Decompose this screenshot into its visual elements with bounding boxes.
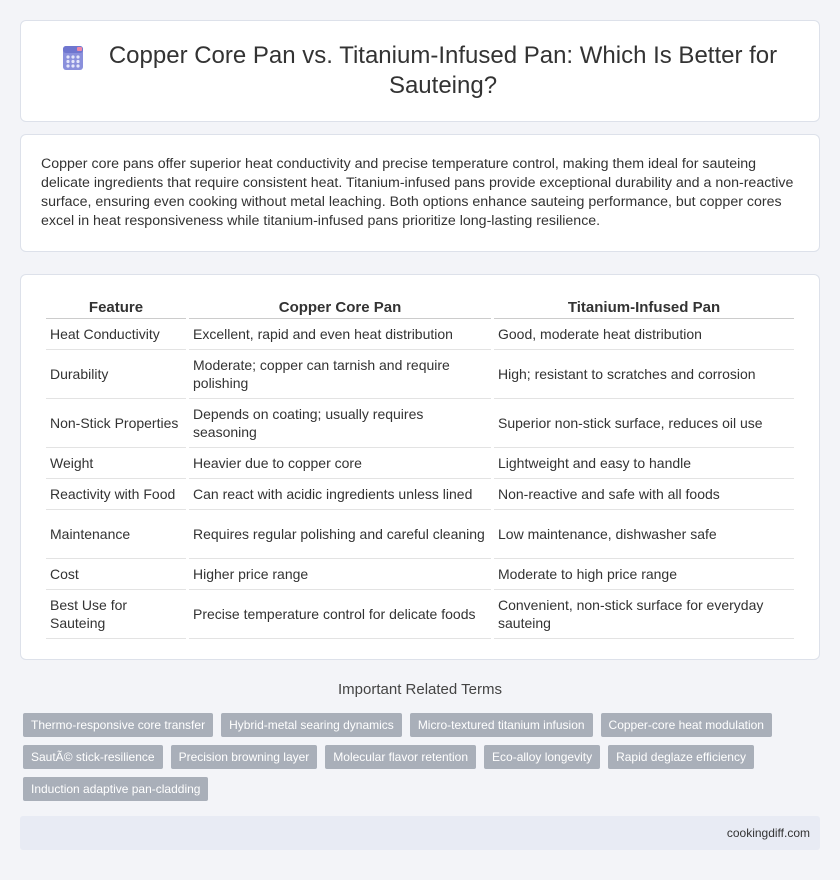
header-card [20, 20, 820, 122]
footer-site-link[interactable]: cookingdiff.com [726, 826, 810, 840]
table-row [46, 448, 794, 479]
page-title: Copper Core Pan vs. Titanium-Infused Pan: Which Is Better for Sauteing? [108, 42, 778, 99]
table-header-row [46, 295, 794, 319]
table-cell: Can react with acidic ingredients unless lined [189, 479, 491, 510]
table-row [46, 590, 794, 639]
table-cell: Low maintenance, dishwasher safe [494, 510, 794, 559]
summary-card [20, 134, 820, 252]
footer [20, 816, 820, 850]
table-cell: Non-Stick Properties [46, 399, 186, 448]
related-term-tag[interactable]: Thermo-responsive core transfer [23, 713, 213, 737]
related-term-tag[interactable]: Molecular flavor retention [325, 745, 476, 769]
header-titanium: Titanium-Infused Pan [494, 295, 794, 319]
header-copper: Copper Core Pan [189, 295, 491, 319]
comparison-table-card [20, 274, 820, 660]
table-cell: Requires regular polishing and careful cleaning [189, 510, 491, 559]
table-row [46, 319, 794, 350]
table-cell: Lightweight and easy to handle [494, 448, 794, 479]
table-cell: Excellent, rapid and even heat distribution [189, 319, 491, 350]
table-cell: Heavier due to copper core [189, 448, 491, 479]
related-term-tag[interactable]: Precision browning layer [171, 745, 318, 769]
table-cell: Heat Conductivity [46, 319, 186, 350]
related-term-tag[interactable]: SautÃ© stick-resilience [23, 745, 163, 769]
table-row [46, 510, 794, 559]
table-row [46, 399, 794, 448]
table-cell: Convenient, non-stick surface for everyday sauteing [494, 590, 794, 639]
comparison-table [43, 295, 797, 639]
table-cell: Precise temperature control for delicate foods [189, 590, 491, 639]
related-term-tag[interactable]: Induction adaptive pan-cladding [23, 777, 208, 801]
table-row [46, 350, 794, 399]
related-term-tag[interactable]: Rapid deglaze efficiency [608, 745, 754, 769]
table-cell: Reactivity with Food [46, 479, 186, 510]
table-row [46, 559, 794, 590]
related-terms-title: Important Related Terms [338, 681, 502, 698]
table-cell: High; resistant to scratches and corrosion [494, 350, 794, 399]
related-term-tag[interactable]: Micro-textured titanium infusion [410, 713, 593, 737]
header-feature: Feature [46, 295, 186, 319]
table-cell: Superior non-stick surface, reduces oil use [494, 399, 794, 448]
summary-text: Copper core pans offer superior heat conductivity and precise temperature control, making them ideal for sauteing delicate ingredients that require consistent heat. Titanium-infused pans provide exceptional durability and a non-reactive surface, ensuring even cooking without metal leaching. Both options enhance sauteing performance, but copper cores excel in heat responsiveness while titanium-infused pans prioritize long-lasting resilience. [41, 156, 794, 229]
calculator-icon [60, 45, 86, 71]
related-term-tag[interactable]: Hybrid-metal searing dynamics [221, 713, 402, 737]
table-cell: Weight [46, 448, 186, 479]
table-cell: Durability [46, 350, 186, 399]
table-row [46, 479, 794, 510]
table-cell: Good, moderate heat distribution [494, 319, 794, 350]
related-term-tag[interactable]: Copper-core heat modulation [601, 713, 772, 737]
table-cell: Depends on coating; usually requires seasoning [189, 399, 491, 448]
table-cell: Moderate; copper can tarnish and require polishing [189, 350, 491, 399]
table-cell: Maintenance [46, 510, 186, 559]
table-cell: Moderate to high price range [494, 559, 794, 590]
table-cell: Best Use for Sauteing [46, 590, 186, 639]
table-cell: Higher price range [189, 559, 491, 590]
related-terms-list [23, 713, 823, 801]
table-cell: Cost [46, 559, 186, 590]
related-term-tag[interactable]: Eco-alloy longevity [484, 745, 600, 769]
table-cell: Non-reactive and safe with all foods [494, 479, 794, 510]
